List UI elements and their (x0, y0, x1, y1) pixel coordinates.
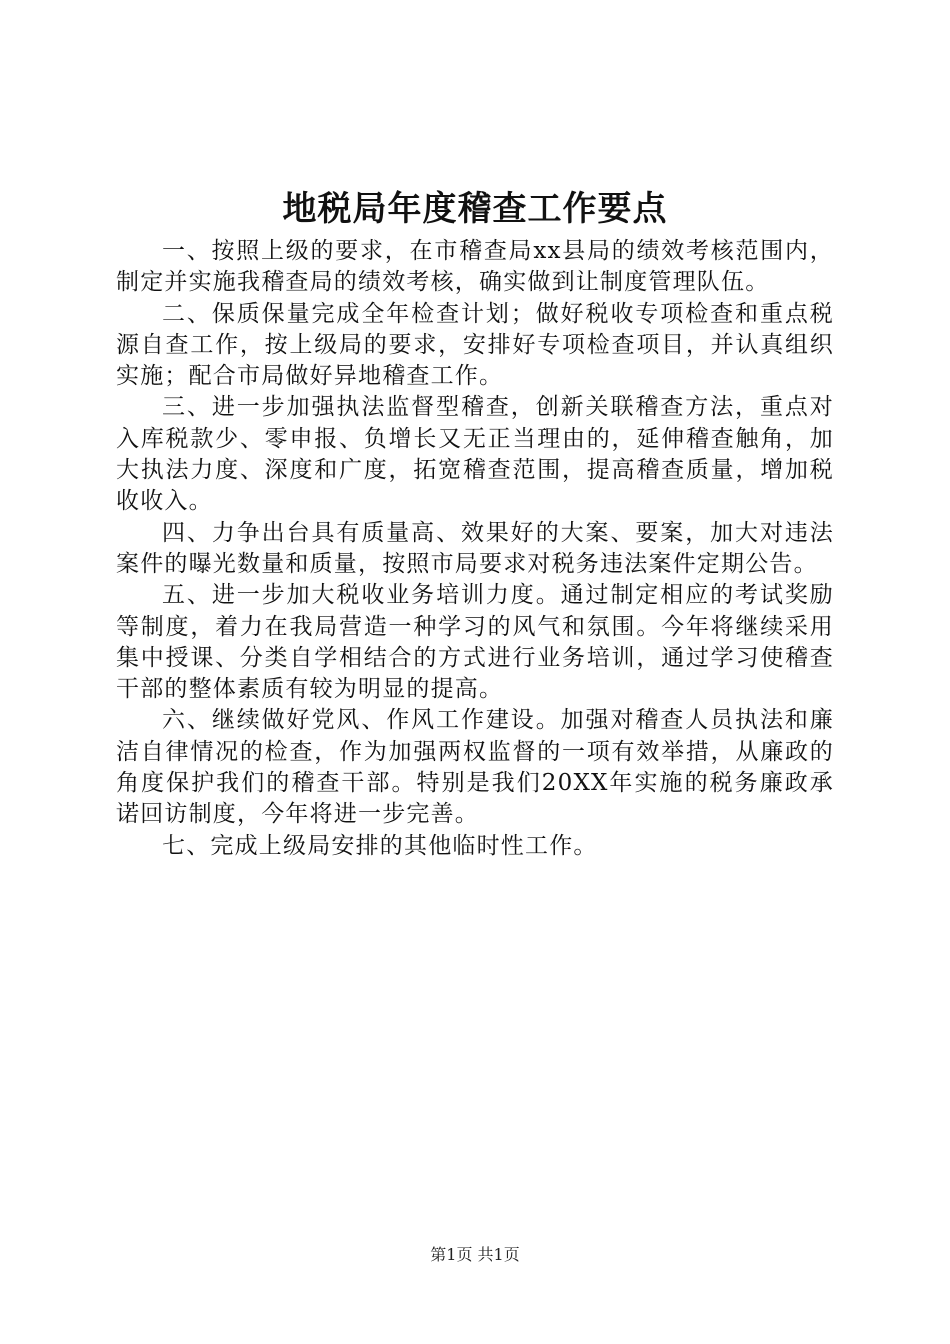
paragraph-3: 三、进一步加强执法监督型稽查，创新关联稽查方法，重点对入库税款少、零申报、负增长又无正当理由的，延伸稽查触角，加大执法力度、深度和广度，拓宽稽查范围，提高稽查质量，增加税收收入。 (116, 394, 834, 515)
page-footer: 第1页 共1页 (430, 1245, 520, 1264)
paragraph-2: 二、保质保量完成全年检查计划；做好税收专项检查和重点税源自查工作，按上级局的要求，安排好专项检查项目，并认真组织实施；配合市局做好异地稽查工作。 (116, 300, 834, 390)
document-body (116, 236, 834, 862)
paragraph-6: 六、继续做好党风、作风工作建设。加强对稽查人员执法和廉洁自律情况的检查，作为加强两权监督的一项有效举措，从廉政的角度保护我们的稽查干部。特别是我们20XX年实施的税务廉政承诺回访制度，今年将进一步完善。 (116, 707, 834, 828)
paragraph-7: 七、完成上级局安排的其他临时性工作。 (162, 832, 598, 859)
paragraph-1: 一、按照上级的要求，在市稽查局xx县局的绩效考核范围内，制定并实施我稽查局的绩效考核，确实做到让制度管理队伍。 (116, 238, 834, 296)
document-title: 地税局年度稽查工作要点 (282, 189, 668, 229)
paragraph-4: 四、力争出台具有质量高、效果好的大案、要案，加大对违法案件的曝光数量和质量，按照市局要求对税务违法案件定期公告。 (116, 519, 834, 577)
paragraph-5: 五、进一步加大税收业务培训力度。通过制定相应的考试奖励等制度，着力在我局营造一种学习的风气和氛围。今年将继续采用集中授课、分类自学相结合的方式进行业务培训，通过学习使稽查干部的整体素质有较为明显的提高。 (116, 582, 834, 703)
